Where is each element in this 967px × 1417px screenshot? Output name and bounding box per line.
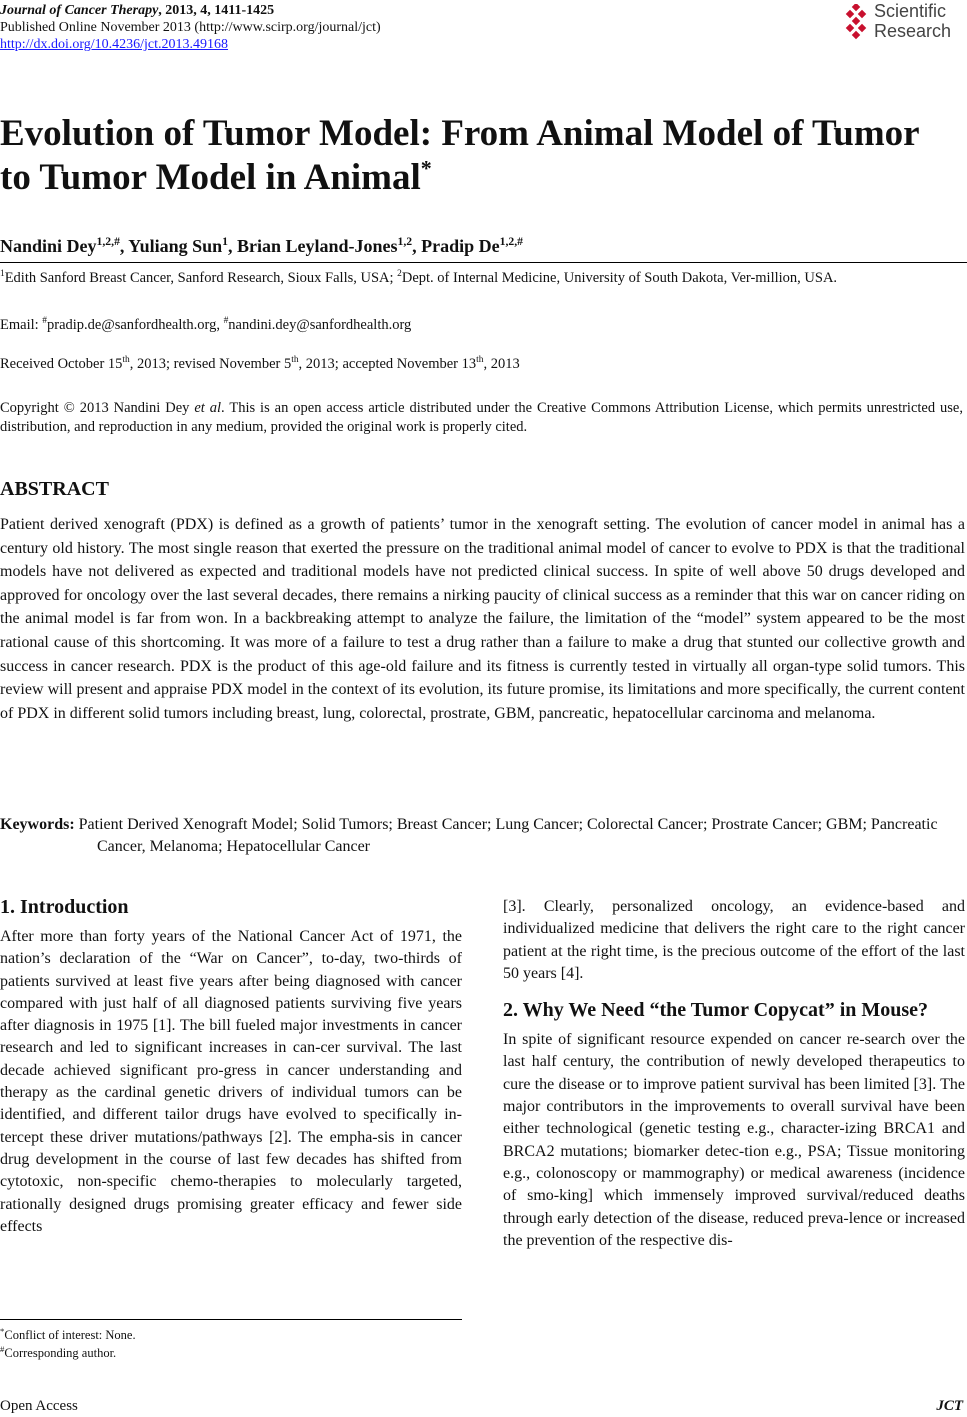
copyright-notice xyxy=(0,399,963,436)
footer-open-access: Open Access xyxy=(0,1398,78,1414)
author-affil-sup: 1 xyxy=(222,235,228,248)
date-sup: th xyxy=(291,355,299,366)
section-heading-introduction: 1. Introduction xyxy=(0,896,129,918)
affil-text-2: Dept. of Internal Medicine, University of South Dakota, Ver-million, USA. xyxy=(401,270,838,286)
published-line: Published Online November 2013 (http://www.scirp.org/journal/jct) xyxy=(0,20,381,35)
title-line-1: Evolution of Tumor Model: From Animal Model of Tumor xyxy=(0,113,920,154)
date-received: Received October 15 xyxy=(0,356,123,372)
author-affil-sup: 1,2 xyxy=(397,235,413,248)
email-label: Email: xyxy=(0,317,43,333)
date-sup: th xyxy=(122,355,130,366)
date-sup: th xyxy=(476,355,484,366)
email-sep: , xyxy=(216,317,224,333)
author-name: Nandini Dey xyxy=(0,236,97,256)
email-mark: # xyxy=(42,316,47,327)
logo-mark-icon xyxy=(844,4,870,40)
email-mark: # xyxy=(223,316,229,327)
copyright-etal: et al xyxy=(194,400,222,416)
journal-citation: , 2013, 4, 1411-1425 xyxy=(158,3,275,18)
email-2[interactable]: nandini.dey@sanfordhealth.org xyxy=(228,317,412,333)
copyright-post: . This is an open access article distributed under the Creative Commons Attribution License, which permits unrestricted use, distribution, and reproduction in any medium, provided the original work is properly cited. xyxy=(0,400,963,435)
introduction-continued: [3]. Clearly, personalized oncology, an evidence-based and individualized medicine that delivers the right care to the right cancer patient at the right time, is the precious outcome of the effort of the last 50 years [4]. xyxy=(503,898,965,982)
introduction-text: After more than forty years of the National Cancer Act of 1971, the nation’s declaration of the “War on Cancer”, to-day, two-thirds of patients survived at least five years after being diagnosed with cancer compared with just half of all diagnosed patients surviving five years after diagnosis in 1975 [1]. The bill fueled major investments in cancer research and led to significant increases in can-cer survival. The last decade achieved significant pro-gress in cancer understanding and therapy as the cardinal genetic drivers of individual tumors can be identified, and different tailor drugs have evolved to specifically in-tercept these driver mutations/pathways [2]. The empha-sis in cancer drug development in the course of last few decades has shifted from cytotoxic, non-specific chemo-therapies to molecularly targeted, rationally designed drugs promising greater efficacy and fewer side effects xyxy=(0,928,462,1235)
affil-sup: 1 xyxy=(0,269,5,280)
copyright-pre: Copyright © 2013 Nandini Dey xyxy=(0,400,195,416)
footnote-text: Conflict of interest: None. xyxy=(4,1328,136,1343)
footnote-corresponding xyxy=(0,1341,116,1361)
email-line xyxy=(0,316,963,335)
affil-text-1: Edith Sanford Breast Cancer, Sanford Research, Sioux Falls, USA; xyxy=(4,270,398,286)
date-revised: , 2013; revised November 5 xyxy=(129,356,292,372)
footnote-rule xyxy=(0,1319,462,1320)
journal-name: Journal of Cancer Therapy xyxy=(0,3,159,18)
title-line-2: to Tumor Model in Animal xyxy=(0,157,421,198)
author-name: Pradip De xyxy=(421,236,500,256)
footer-journal-abbrev: JCT xyxy=(936,1398,963,1414)
paper-title xyxy=(0,112,967,200)
logo-word-2: Research xyxy=(874,21,952,41)
affiliation xyxy=(0,269,963,288)
author-sep: , xyxy=(228,236,237,256)
dates-line xyxy=(0,355,963,374)
title-rule xyxy=(0,262,967,263)
author-affil-sup: 1,2,# xyxy=(499,235,524,248)
author-sep: , xyxy=(119,236,129,256)
scientific-research-logo xyxy=(844,2,964,42)
author-list xyxy=(0,236,523,257)
email-1[interactable]: pradip.de@sanfordhealth.org xyxy=(47,317,217,333)
doi-link[interactable]: http://dx.doi.org/10.4236/jct.2013.49168 xyxy=(0,37,229,52)
section-heading-why-we-need: 2. Why We Need “the Tumor Copycat” in Mouse? xyxy=(503,999,929,1022)
author-name: Brian Leyland-Jones xyxy=(237,236,398,256)
footnote-mark: # xyxy=(0,1344,5,1354)
footnote-mark: * xyxy=(0,1326,5,1336)
logo-word-1: Scientific xyxy=(874,1,947,21)
keywords-label: Keywords: xyxy=(0,816,79,833)
journal-header xyxy=(0,2,381,53)
footnote-text: Corresponding author. xyxy=(4,1346,117,1361)
abstract-heading: ABSTRACT xyxy=(0,478,109,500)
keywords-text: Patient Derived Xenograft Model; Solid Tumors; Breast Cancer; Lung Cancer; Colorectal Cancer; Prostrate Cancer; GBM; Pancreatic Cancer, Melanoma; Hepatocellular Cancer xyxy=(78,816,938,855)
date-year: , 2013 xyxy=(483,356,520,372)
section-2-text: In spite of significant resource expended on cancer re-search over the last half century, the contribution of newly developed therapeutics to cure the disease or to improve patient survival has been limited [3]. The major contributors in the improvements to overall survival have been either technological (genetic testing e.g., character-izing BRCA1 and BRCA2 mutations; biomarker detec-tion e.g., PSA; Tissue monitoring e.g., colonoscopy or mammography) or medical awareness (incidence of smo-king] which immensely improved survival/reduced deaths through early detection of the disease, reduced preva-lence or increased the prevention of the respective dis- xyxy=(503,1031,965,1249)
title-footnote-mark: * xyxy=(420,155,432,181)
date-accepted: , 2013; accepted November 13 xyxy=(298,356,477,372)
right-column xyxy=(503,896,965,1252)
author-affil-sup: 1,2,# xyxy=(96,235,120,248)
keywords xyxy=(0,814,965,858)
affil-sup: 2 xyxy=(397,269,402,280)
author-sep: , xyxy=(412,236,422,256)
abstract-text: Patient derived xenograft (PDX) is defined as a growth of patients’ tumor in the xenograft setting. The evolution of cancer model in animal has a century old history. The most single reason that exerted the pressure on the traditional animal model of cancer to evolve to PDX is that the traditional models have not delivered as expected and traditional models have not predicted clinical success. In spite of well above 50 drugs developed and approved for oncology over the last several decades, there remains a nirking paucity of clinical success as a reminder that this war on cancer riding on the animal model is far from won. In a backbreaking attempt to analyze the failure, the limitation of the “model” system appeared to be the most rational cause of this shortcoming. It was more of a failure to test a drug rather than a failure to make a drug that stunted our collective growth and success in cancer research. PDX is the product of this age-old failure and its fitness is currently tested in virtually all organ-type solid tumors. This review will present and appraise PDX model in the context of its evolution, its future promise, its limitations and more specifically, the current content of PDX in different solid tumors including breast, lung, colorectal, prostrate, GBM, pancreatic, hepatocellular carcinoma and melanoma. xyxy=(0,516,965,722)
left-column xyxy=(0,894,462,1238)
author-name: Yuliang Sun xyxy=(128,236,223,256)
